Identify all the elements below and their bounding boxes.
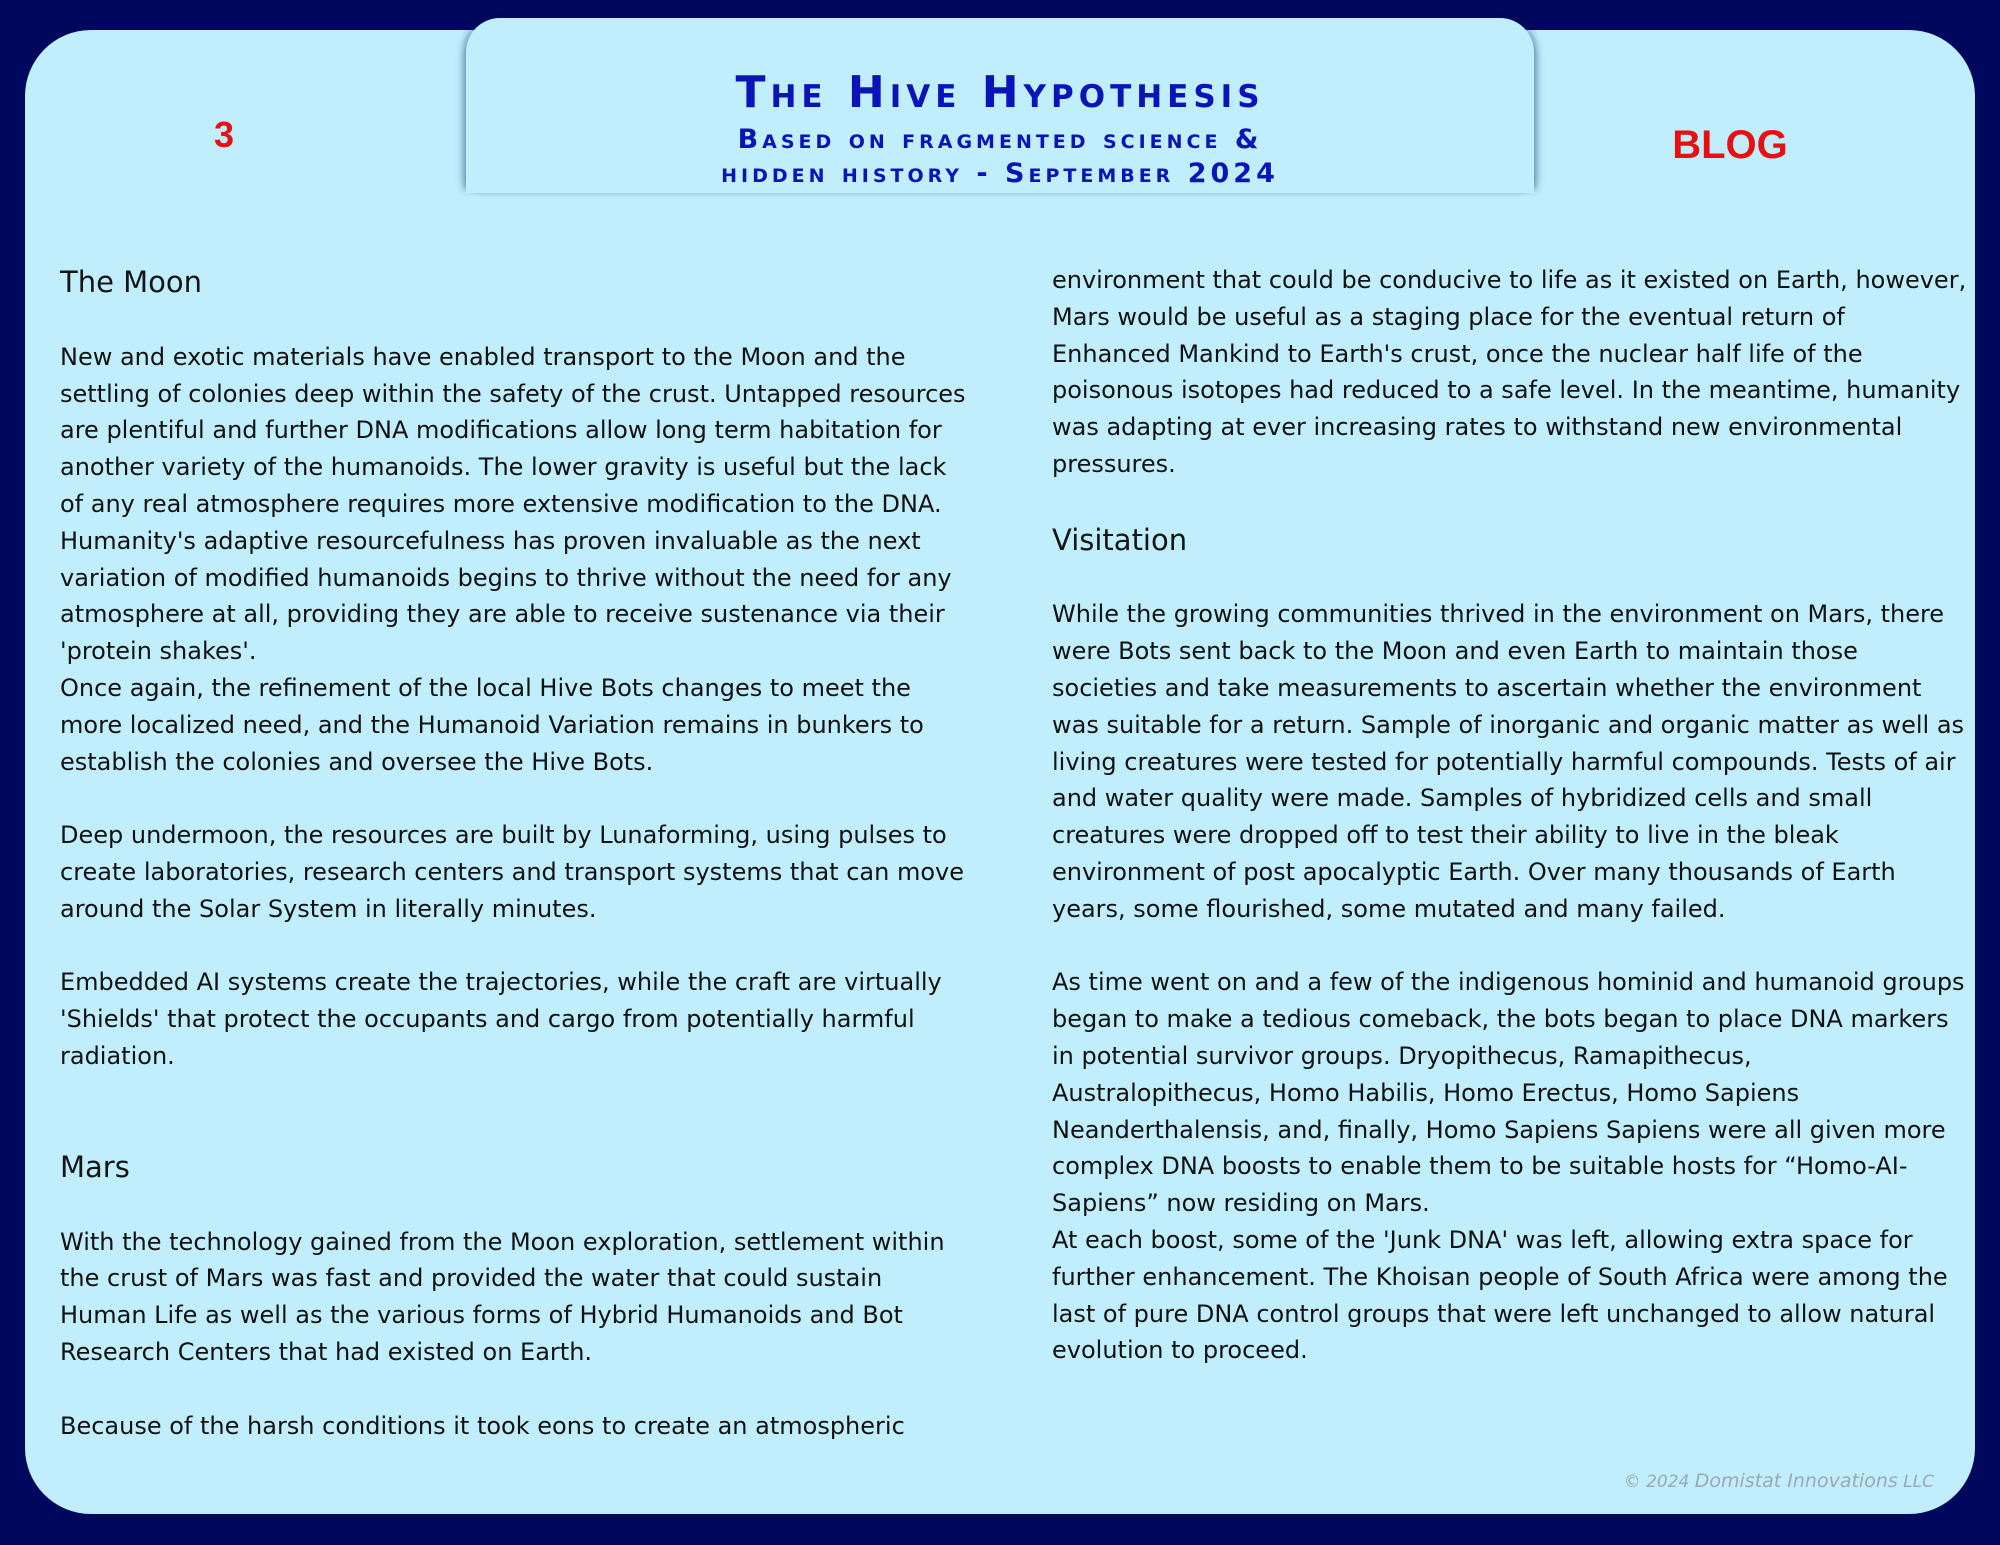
copyright-suffix: LLC xyxy=(1903,1472,1934,1492)
mars-paragraph-2: Because of the harsh conditions it took eons to create an atmospheric xyxy=(60,1411,905,1440)
moon-paragraph-3: Deep undermoon, the resources are built by Lunaforming, using pulses to create laboratories, research centers and transport systems that can move around the Solar System in literally minutes. xyxy=(60,821,964,923)
copyright-company: Domistat Innovations xyxy=(1694,1470,1898,1492)
moon-paragraph-4: Embedded AI systems create the trajectories, while the craft are virtually 'Shields' that protect the occupants and cargo from potentially harmful radiation. xyxy=(60,968,942,1070)
page-number: 3 xyxy=(213,114,235,155)
copyright-notice xyxy=(1624,1470,1934,1492)
page-subtitle-line2: hidden history - September 2024 xyxy=(721,158,1279,189)
left-column xyxy=(60,262,975,1444)
moon-paragraph-1: New and exotic materials have enabled transport to the Moon and the settling of colonies deep within the safety of the crust. Untapped resources are plentiful and further DNA modifications allow long term habitation for another variety of the humanoids. The lower gravity is useful but the lack of any real atmosphere requires more extensive modification to the DNA. Humanity's adaptive resourcefulness has proven invaluable as the next variation of modified humanoids begins to thrive without the need for any atmosphere at all, providing they are able to receive sustenance via their 'protein shakes'. xyxy=(60,342,966,666)
moon-paragraph-2: Once again, the refinement of the local Hive Bots changes to meet the more localized need, and the Humanoid Variation remains in bunkers to establish the colonies and oversee the Hive Bots. xyxy=(60,673,924,776)
page-title-block xyxy=(466,64,1534,190)
page-title: The Hive Hypothesis xyxy=(735,67,1265,118)
visitation-paragraph-3: At each boost, some of the 'Junk DNA' was left, allowing extra space for further enhancement. The Khoisan people of South Africa were among the last of pure DNA control groups that were left unchanged to allow natural evolution to proceed. xyxy=(1052,1225,1948,1365)
page-subtitle-line1: Based on fragmented science & xyxy=(737,124,1263,155)
copyright-year: © 2024 xyxy=(1623,1472,1690,1492)
section-heading-mars: Mars xyxy=(60,1149,130,1184)
section-heading-moon: The Moon xyxy=(60,265,203,299)
right-column xyxy=(1052,262,1967,1369)
visitation-paragraph-1: While the growing communities thrived in the environment on Mars, there were Bots sent back to the Moon and even Earth to maintain those societies and take measurements to ascertain whether the environment was suitable for a return. Sample of inorganic and organic matter as well as living creatures were tested for potentially harmful compounds. Tests of air and water quality were made. Samples of hybridized cells and small creatures were dropped off to test their ability to live in the bleak environment of post apocalyptic Earth. Over many thousands of Earth years, some flourished, some mutated and many failed. xyxy=(1052,600,1965,923)
blog-link[interactable]: BLOG xyxy=(1672,123,1788,167)
mars-paragraph-2-continued: environment that could be conducive to life as it existed on Earth, however, Mars would be useful as a staging place for the eventual return of Enhanced Mankind to Earth's crust, once the nuclear half life of the poisonous isotopes had reduced to a safe level. In the meantime, humanity was adapting at ever increasing rates to withstand new environmental pressures. xyxy=(1052,266,1967,478)
mars-paragraph-1: With the technology gained from the Moon exploration, settlement within the crust of Mars was fast and provided the water that could sustain Human Life as well as the various forms of Hybrid Humanoids and Bot Research Centers that had existed on Earth. xyxy=(60,1227,945,1366)
visitation-paragraph-2: As time went on and a few of the indigenous hominid and humanoid groups began to make a tedious comeback, the bots began to place DNA markers in potential survivor groups. Dryopithecus, Ramapithecus, Australopithecus, Homo Habilis, Homo Erectus, Homo Sapiens Neanderthalensis, and, finally, Homo Sapiens Sapiens were all given more complex DNA boosts to enable them to be suitable hosts for “Homo-AI-Sapiens” now residing on Mars. xyxy=(1052,968,1965,1218)
section-heading-visitation: Visitation xyxy=(1052,522,1188,557)
